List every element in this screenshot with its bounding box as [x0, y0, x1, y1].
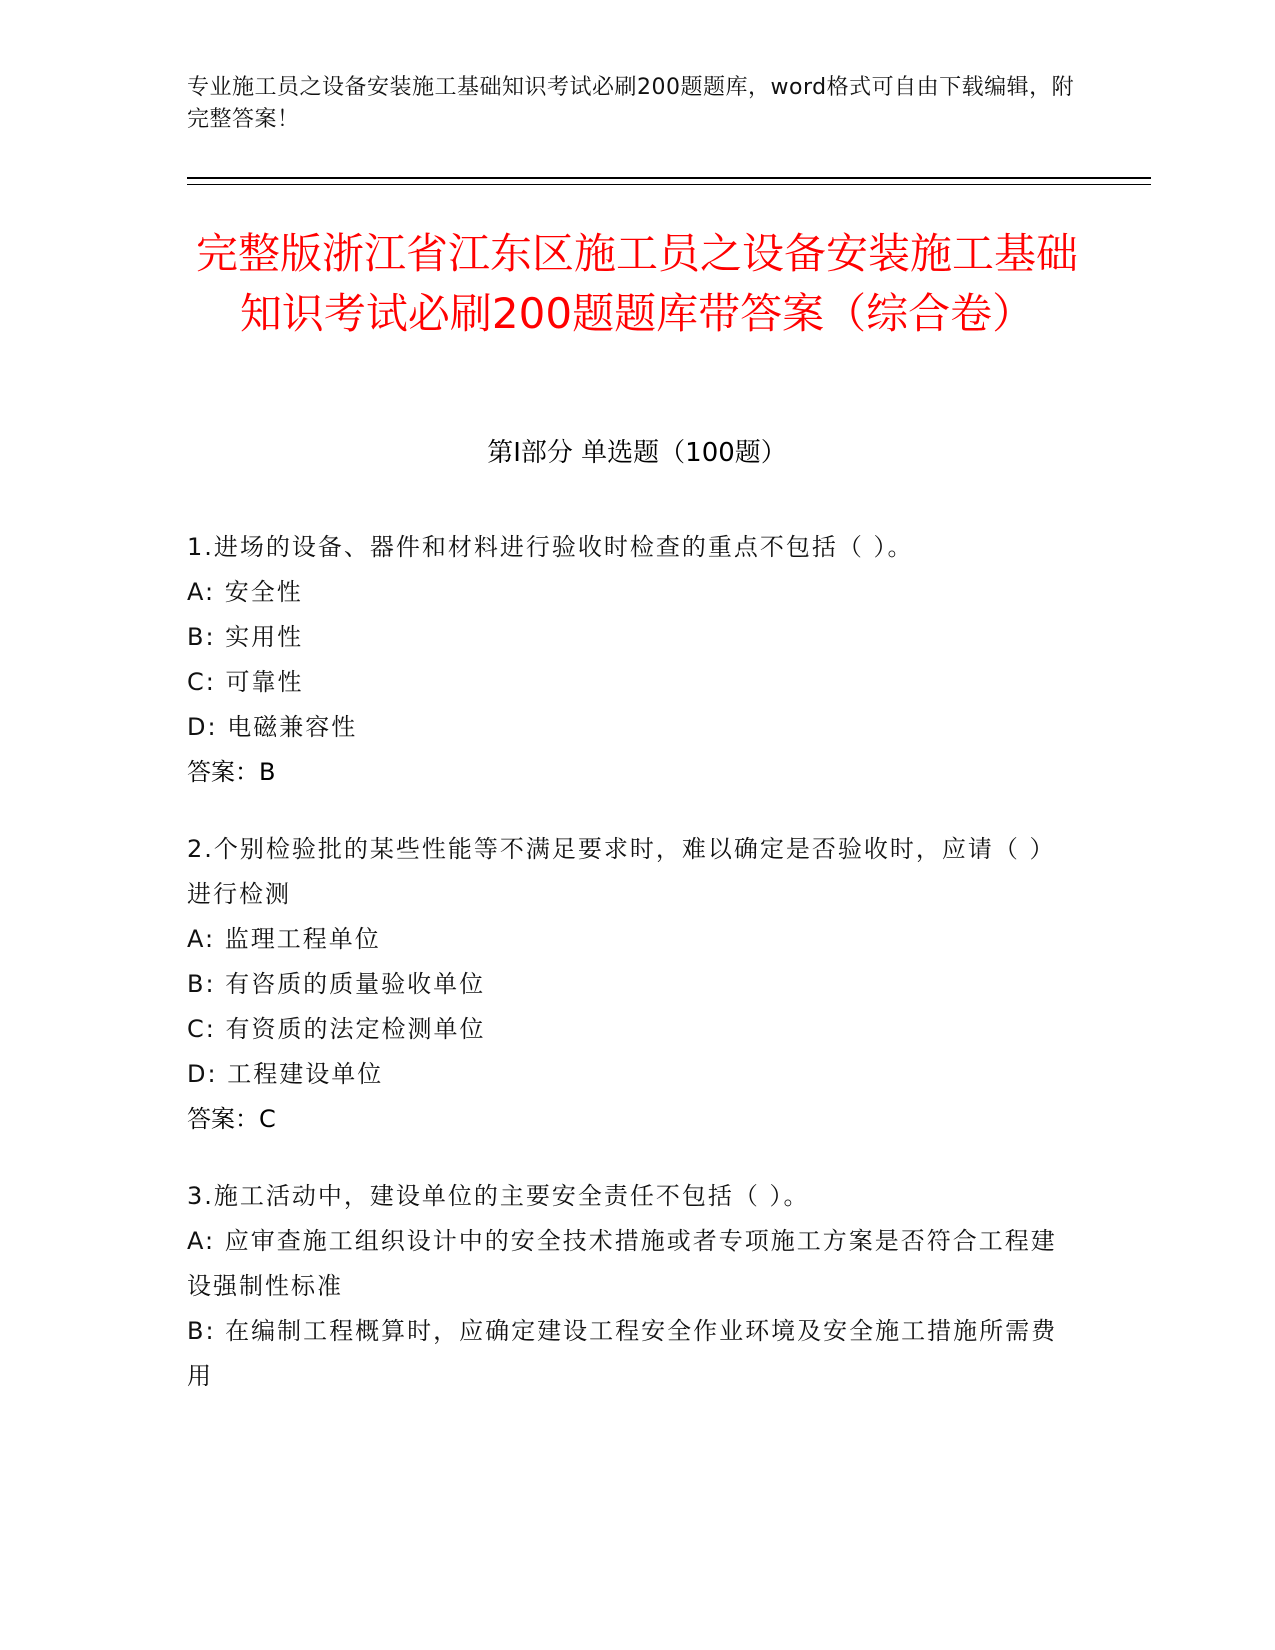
option-a: A: 应审查施工组织设计中的安全技术措施或者专项施工方案是否符合工程建设强制性标准	[187, 1227, 1057, 1300]
option-a: A: 监理工程单位	[187, 925, 381, 953]
option-a: A: 安全性	[187, 578, 303, 606]
option-b: B: 有咨质的质量验收单位	[187, 970, 486, 998]
option-b: B: 在编制工程概算时，应确定建设工程安全作业环境及安全施工措施所需费用	[187, 1317, 1058, 1390]
header-rule-thin	[187, 184, 1151, 185]
answer-line: 答案：C	[187, 1105, 276, 1133]
header-rule-thick	[187, 177, 1151, 179]
question-list	[187, 525, 1067, 1431]
question-1	[187, 525, 1067, 795]
question-stem: 1.进场的设备、器件和材料进行验收时检查的重点不包括（ ）。	[187, 533, 914, 561]
section-title: 第Ⅰ部分 单选题（100题）	[487, 438, 787, 468]
option-c: C: 可靠性	[187, 668, 304, 696]
answer-line: 答案：B	[187, 758, 276, 786]
header-note: 专业施工员之设备安装施工基础知识考试必刷200题题库，word格式可自由下载编辑，附完整答案！	[187, 75, 1075, 132]
question-stem: 3.施工活动中，建设单位的主要安全责任不包括（ ）。	[187, 1182, 810, 1210]
option-c: C: 有资质的法定检测单位	[187, 1015, 486, 1043]
question-3	[187, 1174, 1067, 1399]
option-d: D: 工程建设单位	[187, 1060, 384, 1088]
option-d: D: 电磁兼容性	[187, 713, 358, 741]
document-title: 完整版浙江省江东区施工员之设备安装施工基础知识考试必刷200题题库带答案（综合卷）	[195, 229, 1078, 338]
question-stem: 2.个别检验批的某些性能等不满足要求时，难以确定是否验收时，应请（ ）进行检测	[187, 835, 1056, 908]
question-2	[187, 827, 1067, 1142]
option-b: B: 实用性	[187, 623, 304, 651]
